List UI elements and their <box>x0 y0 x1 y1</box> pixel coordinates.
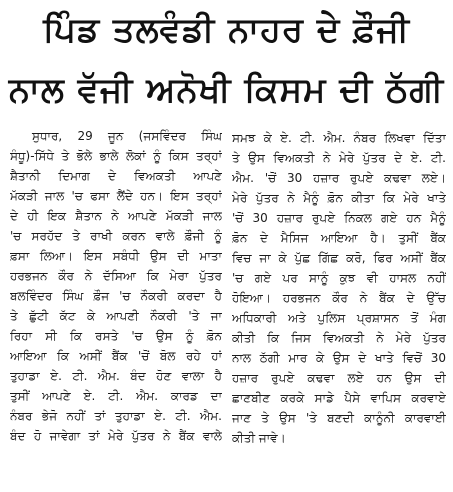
body-line: ਜਾਣ ਤੇ ਉਸ 'ਤੇ ਬਣਦੀ ਕਾਨੂੰਨੀ ਕਾਰਵਾਈ <box>232 411 446 425</box>
body-line: ਸ਼ੈਤਾਨੀ ਦਿਮਾਗ ਦੇ ਵਿਅਕਤੀ ਆਪਣੇ <box>10 169 222 183</box>
body-line: 'ਚ ਗਏ ਪਰ ਸਾਨੂੰ ਕੁਝ ਵੀ ਹਾਸਲ ਨਹੀਂ <box>232 271 446 285</box>
body-line: ਸੰਧੂ)-ਸਿੱਧੇ ਤੇ ਭੋਲੇ ਭਾਲੇ ਲੋਕਾਂ ਨੂੰ ਕਿਸ ਤਰ੍ਹਾਂ <box>10 149 222 163</box>
body-line: ਹੋਇਆ। ਹਰਭਜਨ ਕੌਰ ਨੇ ਬੈਂਕ ਦੇ ਉੱਚ <box>232 291 446 305</box>
article-column-left <box>10 126 222 446</box>
body-line: 'ਚੋਂ 30 ਹਜ਼ਾਰ ਰੁਪਏ ਨਿਕਲ ਗਏ ਹਨ ਮੈਨੂੰ <box>232 211 446 225</box>
body-line: ਅਧਿਕਾਰੀ ਅਤੇ ਪੁਲਿਸ ਪ੍ਰਸ਼ਾਸਨ ਤੋਂ ਮੰਗ <box>232 311 446 325</box>
body-line: ਹਜ਼ਾਰ ਰੁਪਏ ਕਢਵਾ ਲਏ ਹਨ ਉਸ ਦੀ <box>232 371 446 385</box>
body-line: ਬੰਦ ਹੋ ਜਾਵੇਗਾ ਤਾਂ ਮੇਰੇ ਪੁੱਤਰ ਨੇ ਬੈਂਕ ਵਾਲੇ <box>10 429 222 443</box>
headline-line-1: ਪਿੰਡ ਤਲਵੰਡੀ ਨਾਹਰ ਦੇ ਫ਼ੌਜੀ <box>43 10 410 50</box>
body-line: ਕੀਤੀ ਕਿ ਜਿਸ ਵਿਅਕਤੀ ਨੇ ਮੇਰੇ ਪੁੱਤਰ <box>232 331 446 345</box>
body-line: ਹਰਭਜਨ ਕੌਰ ਨੇ ਦੱਸਿਆ ਕਿ ਮੇਰਾ ਪੁੱਤਰ <box>10 269 222 283</box>
body-line: ਨਾਲ ਠੱਗੀ ਮਾਰ ਕੇ ਉਸ ਦੇ ਖਾਤੇ ਵਿਚੋਂ 30 <box>232 351 446 365</box>
body-line: ਕੀਤੀ ਜਾਵੇ। <box>232 431 286 445</box>
body-line: ਫ਼ਸਾ ਲਿਆ। ਇਸ ਸਬੰਧੀ ਉਸ ਦੀ ਮਾਤਾ <box>10 249 222 263</box>
body-line: ਤੇ ਉਸ ਵਿਅਕਤੀ ਨੇ ਮੇਰੇ ਪੁੱਤਰ ਦੇ ਏ. ਟੀ. <box>232 151 446 165</box>
body-line: 'ਚ ਸਰਹੱਦ ਤੇ ਰਾਖੀ ਕਰਨ ਵਾਲੇ ਫ਼ੌਜੀ ਨੂੰ <box>10 229 222 243</box>
body-line: ਨੰਬਰ ਭੇਜੋ ਨਹੀਂ ਤਾਂ ਤੁਹਾਡਾ ਏ. ਟੀ. ਐਮ. <box>10 409 222 423</box>
body-line: ਬਲਵਿੰਦਰ ਸਿੰਘ ਫ਼ੌਜ 'ਚ ਨੌਕਰੀ ਕਰਦਾ ਹੈ <box>10 289 222 303</box>
body-line: ਸੁਧਾਰ, 29 ਜੂਨ (ਜਸਵਿੰਦਰ ਸਿੰਘ <box>32 129 222 143</box>
body-line: ਐਮ. 'ਚੋਂ 30 ਹਜ਼ਾਰ ਰੁਪਏ ਕਢਵਾ ਲਏ। <box>232 171 446 185</box>
body-line: ਮੇਰੇ ਪੁੱਤਰ ਨੇ ਮੈਨੂੰ ਫ਼ੋਨ ਕੀਤਾ ਕਿ ਮੇਰੇ ਖਾਤੇ <box>232 191 446 205</box>
body-line: ਫ਼ੋਨ ਦੇ ਮੈਸਿਜ ਆਇਆ ਹੈ। ਤੁਸੀਂ ਬੈਂਕ <box>232 231 446 245</box>
body-line: ਤੁਹਾਡਾ ਏ. ਟੀ. ਐਮ. ਬੰਦ ਹੋਣ ਵਾਲਾ ਹੈ <box>10 369 222 383</box>
body-line: ਵਿਚ ਜਾ ਕੇ ਪੁੱਛ ਗਿੱਛ ਕਰੋ, ਫਿਰ ਅਸੀਂ ਬੈਂਕ <box>232 251 446 265</box>
headline-line-2: ਨਾਲ ਵੱਜੀ ਅਨੋਖੀ ਕਿਸਮ ਦੀ ਠੱਗੀ <box>8 70 445 110</box>
body-line: ਮੱਕੜੀ ਜਾਲ 'ਚ ਫਸਾ ਲੈਂਦੇ ਹਨ। ਇਸ ਤਰ੍ਹਾਂ <box>10 189 222 203</box>
body-line: ਸਮਝ ਕੇ ਏ. ਟੀ. ਐਮ. ਨੰਬਰ ਲਿਖਵਾ ਦਿੱਤਾ <box>232 131 446 145</box>
body-line: ਤੇ ਛੁੱਟੀ ਕੱਟ ਕੇ ਆਪਣੀ ਨੌਕਰੀ 'ਤੇ ਜਾ <box>10 309 222 323</box>
body-line: ਰਿਹਾ ਸੀ ਕਿ ਰਸਤੇ 'ਚ ਉਸ ਨੂੰ ਫ਼ੋਨ <box>10 329 222 343</box>
body-line: ਤੁਸੀਂ ਆਪਣੇ ਏ. ਟੀ. ਐਮ. ਕਾਰਡ ਦਾ <box>10 389 222 403</box>
article-column-right <box>232 128 446 448</box>
body-line: ਛਾਣਬੀਣ ਕਰਕੇ ਸਾਡੇ ਪੈਸੇ ਵਾਪਿਸ ਕਰਵਾਏ <box>232 391 446 405</box>
body-line: ਦੇ ਹੀ ਇਕ ਸ਼ੈਤਾਨ ਨੇ ਆਪਣੇ ਮੱਕੜੀ ਜਾਲ <box>10 209 222 223</box>
body-line: ਆਇਆ ਕਿ ਅਸੀਂ ਬੈਂਕ 'ਚੋਂ ਬੋਲ ਰਹੇ ਹਾਂ <box>10 349 222 363</box>
